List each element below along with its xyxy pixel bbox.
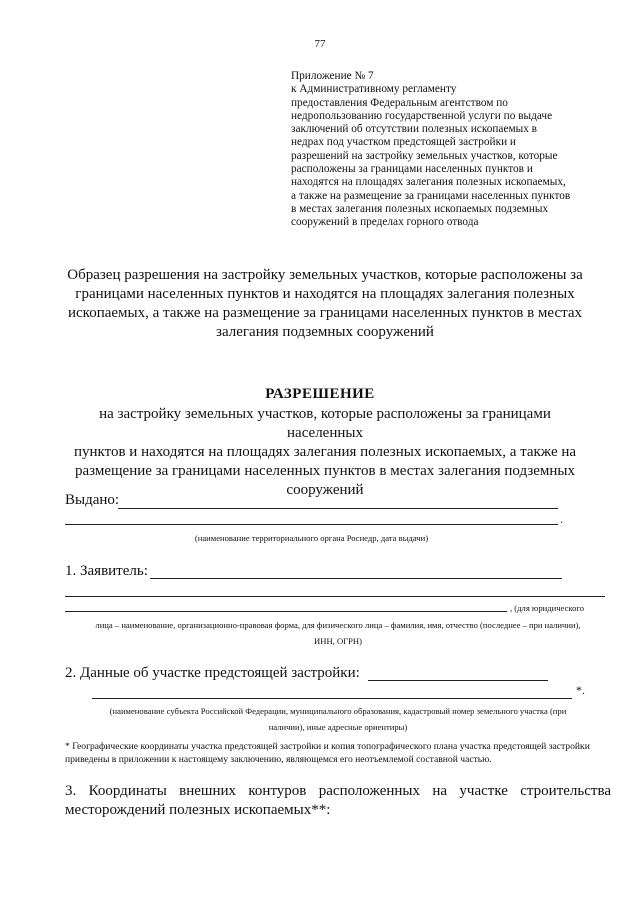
applicant-label: 1. Заявитель: xyxy=(65,563,148,579)
site-field-line-2[interactable] xyxy=(92,698,572,699)
appendix-line: Приложение № 7 xyxy=(291,70,374,82)
sample-title-line: ископаемых, а также на размещение за границами населенных пунктов в местах xyxy=(67,305,583,321)
issued-caption: (наименование территориального органа Роснедр, дата выдачи) xyxy=(194,533,429,543)
appendix-line: сооружений в пределах горного отвода xyxy=(291,216,479,229)
issued-label: Выдано: xyxy=(65,492,120,508)
site-end-mark: *. xyxy=(576,683,585,697)
permit-subtitle xyxy=(60,405,590,500)
appendix-header xyxy=(291,70,621,230)
issued-field-line-1[interactable] xyxy=(118,508,558,509)
permit-subtitle-line: размещение за границами населенных пунктов в местах залегания подземных xyxy=(74,463,575,479)
footnote: * Географические координаты участка предстоящей застройки и копия топографического плана участка предстоящей застройки приведены в приложении к настоящему заключению, являющемся его неотъемлемой составной частью. xyxy=(65,741,590,765)
issued-field-line-2[interactable] xyxy=(65,524,558,525)
permit-title: РАЗРЕШЕНИЕ xyxy=(265,386,375,402)
applicant-end-mark: , (для юридического xyxy=(510,603,585,613)
appendix-line: расположены за границами населенных пунктов и xyxy=(291,163,533,176)
site-label: 2. Данные об участке предстоящей застройки: xyxy=(65,665,360,681)
issued-end-mark: . xyxy=(560,512,563,526)
permit-subtitle-line: пунктов и находятся на площадях залегания полезных ископаемых, а также на xyxy=(73,444,577,460)
applicant-field-line-2[interactable] xyxy=(65,596,605,597)
appendix-line: в местах залегания полезных ископаемых подземных xyxy=(291,202,549,215)
appendix-line: к Административному регламенту xyxy=(291,83,457,96)
site-caption-line-2: наличии), иные адресные ориентиры) xyxy=(268,722,408,732)
permit-subtitle-line: на застройку земельных участков, которые расположены за границами населенных xyxy=(99,406,551,441)
permit-subtitle-line: сооружений xyxy=(286,482,364,498)
coordinates-heading: 3. Координаты внешних контуров расположенных на участке строительства месторождений полезных ископаемых**: xyxy=(65,783,611,818)
appendix-line: недропользованию государственной услуги по выдаче xyxy=(291,109,553,122)
applicant-field-line-1[interactable] xyxy=(150,578,562,579)
sample-title-line: границами населенных пунктов и находятся на площадях залегания полезных xyxy=(75,286,575,302)
appendix-line: разрешений на застройку земельных участков, которые xyxy=(291,149,558,162)
appendix-line: заключений об отсутствии полезных ископаемых в xyxy=(291,123,537,136)
applicant-caption-line-2: ИНН, ОГРН) xyxy=(314,636,362,646)
appendix-line: находятся на площадях залегания полезных ископаемых, xyxy=(291,176,566,189)
appendix-line: предоставления Федеральным агентством по xyxy=(291,96,508,109)
applicant-field-line-3[interactable] xyxy=(65,611,507,612)
appendix-line: недрах под участком предстоящей застройки и xyxy=(291,136,516,149)
sample-title xyxy=(60,266,590,342)
applicant-caption-line-1: лица – наименование, организационно-правовая форма, для физического лица – фамилия, имя, отчество (последнее – при наличии), xyxy=(95,620,581,630)
site-field-line-1[interactable] xyxy=(368,680,548,681)
site-caption-line-1: (наименование субъекта Российской Федерации, муниципального образования, кадастровый номер земельного участка (при xyxy=(109,706,567,716)
sample-title-line: Образец разрешения на застройку земельных участков, которые расположены за xyxy=(67,267,583,283)
page-number: 77 xyxy=(314,38,326,50)
appendix-line: а также на размещение за границами населенных пунктов xyxy=(291,189,571,202)
sample-title-line: залегания подземных сооружений xyxy=(216,324,434,340)
